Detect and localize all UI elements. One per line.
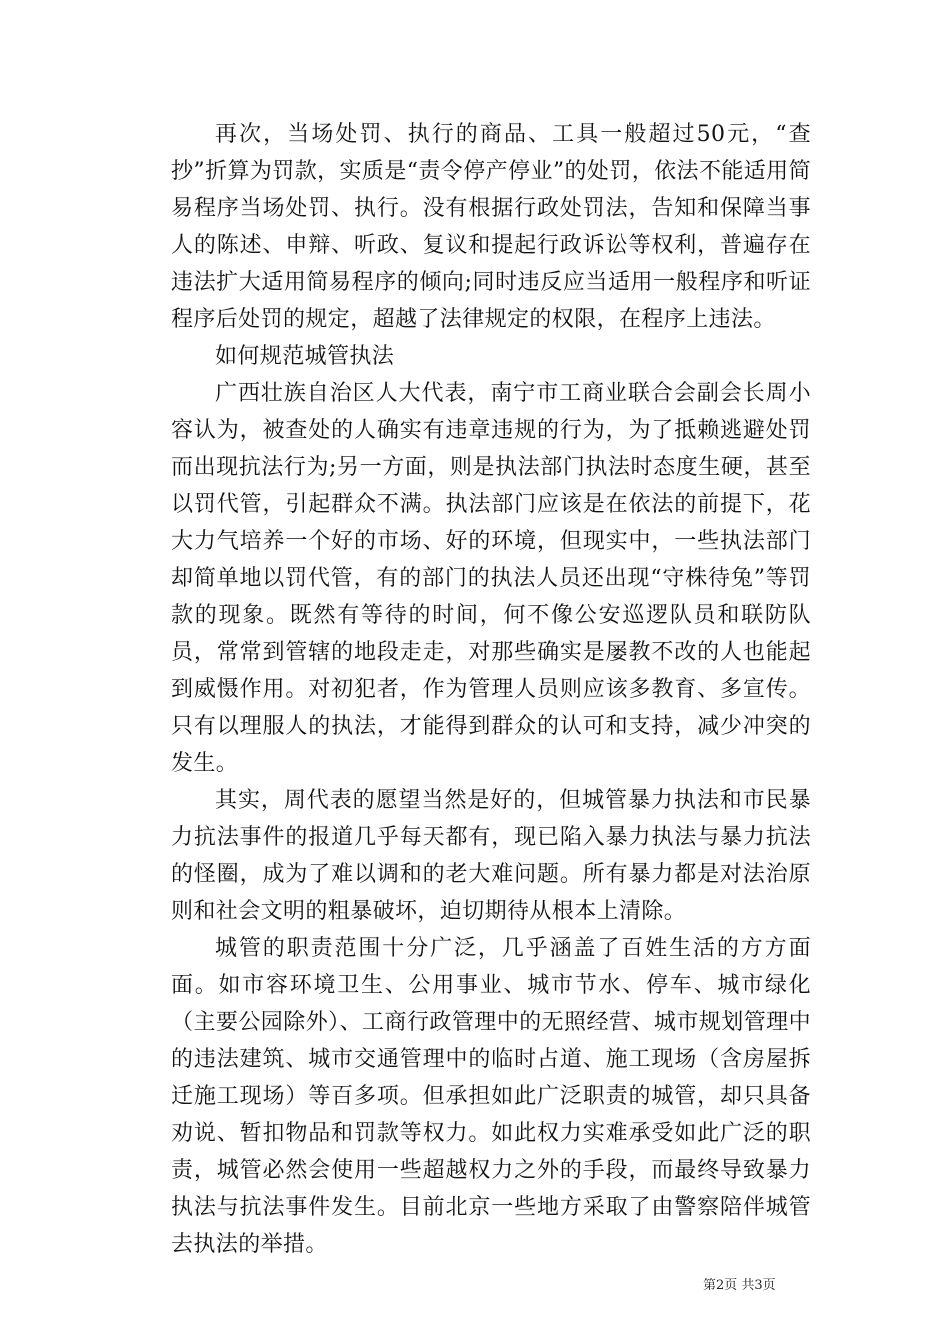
paragraph-duties-scope: 城管的职责范围十分广泛，几乎涵盖了百姓生活的方方面面。如市容环境卫生、公用事业、城市节水、停车、城市绿化（主要公园除外）、工商行政管理中的无照经营、城市规划管理中的违法建筑、城市交通管理中的临时占道、施工现场（含房屋拆迁施工现场）等百多项。但承担如此广泛职责的城管，却只具备劝说、暂扣物品和罚款等权力。如此权力实难承受如此广泛的职责，城管必然会使用一些超越权力之外的手段，而最终导致暴力执法与抗法事件发生。目前北京一些地方采取了由警察陪伴城管去执法的举措。 [171, 936, 811, 1257]
paragraph-procedure-violation: 再次，当场处罚、执行的商品、工具一般超过50元，“查抄”折算为罚款，实质是“责令停产停业”的处罚，依法不能适用简易程序当场处罚、执行。没有根据行政处罚法，告知和保障当事人的陈述、申辩、听政、复议和提起行政诉讼等权利，普遍存在违法扩大适用简易程序的倾向;同时违反应当适用一般程序和听证程序后处罚的规定，超越了法律规定的权限，在程序上违法。 [171, 122, 811, 332]
paragraph-deputy-opinion: 广西壮族自治区人大代表，南宁市工商业联合会副会长周小容认为，被查处的人确实有违章违规的行为，为了抵赖逃避处罚而出现抗法行为;另一方面，则是执法部门执法时态度生硬，甚至以罚代管，引起群众不满。执法部门应该是在依法的前提下，花大力气培养一个好的市场、好的环境，但现实中，一些执法部门却简单地以罚代管，有的部门的执法人员还出现“守株待兔”等罚款的现象。既然有等待的时间，何不像公安巡逻队员和联防队员，常常到管辖的地段走走，对那些确实是屡教不改的人也能起到威慑作用。对初犯者，作为管理人员则应该多教育、多宣传。只有以理服人的执法，才能得到群众的认可和支持，减少冲突的发生。 [171, 381, 811, 776]
section-heading: 如何规范城管执法 [215, 344, 395, 369]
document-body [171, 116, 811, 1263]
page-number: 第2页 共3页 [703, 1278, 776, 1293]
paragraph-violence-cycle: 其实，周代表的愿望当然是好的，但城管暴力执法和市民暴力抗法事件的报道几乎每天都有，现已陷入暴力执法与暴力抗法的怪圈，成为了难以调和的老大难问题。所有暴力都是对法治原则和社会文明的粗暴破坏，迫切期待从根本上清除。 [171, 788, 811, 924]
